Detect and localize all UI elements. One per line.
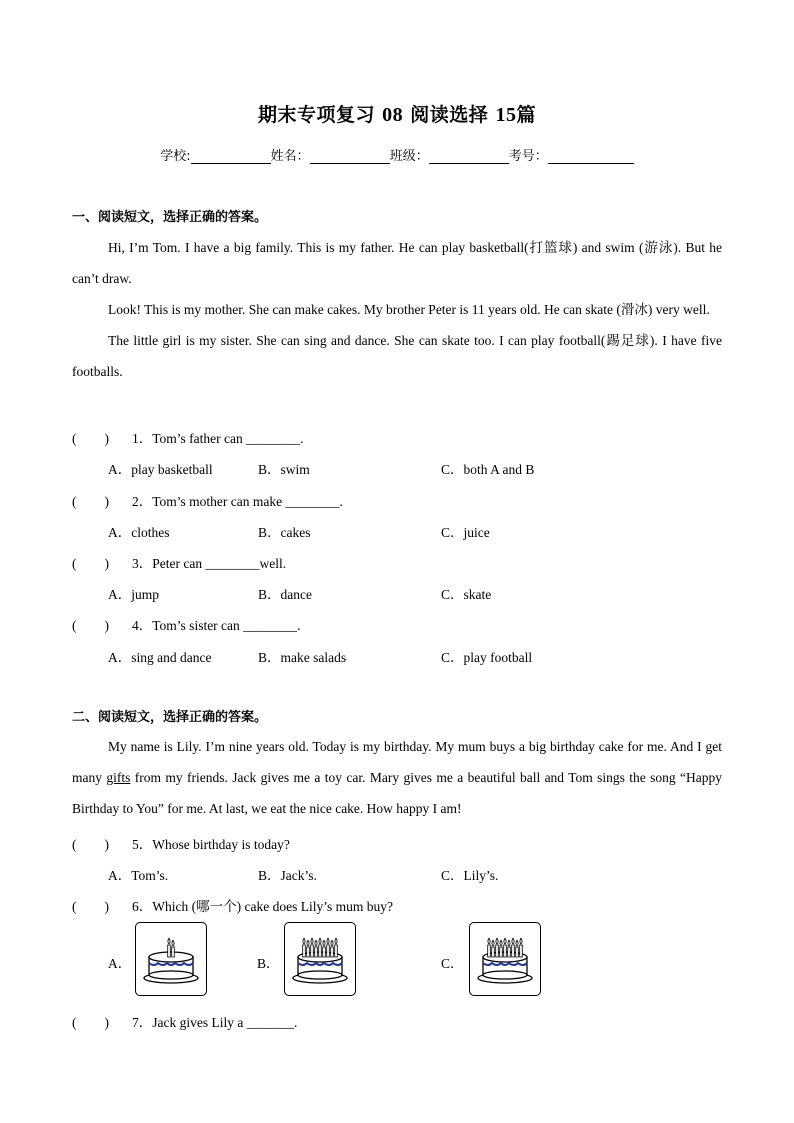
school-label: 学校: <box>160 149 191 164</box>
exam-no-label: 考号： <box>508 149 548 164</box>
question-7: ( ) 7．Jack gives Lily a _______. <box>72 1015 298 1030</box>
name-blank[interactable] <box>310 149 390 164</box>
class-label: 班级： <box>389 149 429 164</box>
page-title: 期末专项复习 08 阅读选择 15篇 <box>258 104 536 126</box>
option-b[interactable]: B．Jack’s. <box>258 868 317 883</box>
question-4: ( ) 4．Tom’s sister can ________. <box>72 618 301 633</box>
passage-paragraph: The little girl is my sister. She can sing and dance. She can skate too. I can play football(踢足球). I have five footballs. <box>72 333 722 379</box>
option-a[interactable]: A．clothes <box>108 525 170 540</box>
option-c[interactable]: C．Lily’s. <box>441 868 499 883</box>
section-2-passage <box>72 731 722 824</box>
question-3: ( ) 3．Peter can ________well. <box>72 556 287 571</box>
option-c[interactable]: C．skate <box>441 587 492 602</box>
option-a[interactable]: A．Tom’s. <box>108 868 169 883</box>
option-b[interactable]: B．cakes <box>258 525 311 540</box>
option-b[interactable]: B．swim <box>258 462 310 477</box>
school-blank[interactable] <box>191 149 271 164</box>
question-5: ( ) 5．Whose birthday is today? <box>72 837 290 852</box>
cake-image-c[interactable] <box>469 922 541 996</box>
question-1: ( ) 1．Tom’s father can ________. <box>72 431 304 446</box>
option-b[interactable]: B． <box>257 956 280 971</box>
cake-c-icon <box>470 923 540 995</box>
option-a[interactable]: A．play basketball <box>108 462 213 477</box>
section-1-heading: 一、阅读短文，选择正确的答案。 <box>72 210 268 225</box>
option-a[interactable]: A． <box>108 956 132 971</box>
question-2: ( ) 2．Tom’s mother can make ________. <box>72 494 343 509</box>
passage-paragraph: My name is Lily. I’m nine years old. Today is my birthday. My mum buys a big birthday cake for me. And I get many gifts from my friends. Jack gives me a toy car. Mary gives me a beautiful ball and Tom sings the song “Happy Birthday to You” for me. At last, we eat the nice cake. How happy I am! <box>72 739 722 816</box>
passage-paragraph: Look! This is my mother. She can make cakes. My brother Peter is 11 years old. He can skate (滑冰) very well. <box>108 302 710 317</box>
underlined-word: gifts <box>106 770 131 785</box>
cake-a-icon <box>136 923 206 995</box>
section-2-heading: 二、阅读短文，选择正确的答案。 <box>72 710 268 725</box>
option-a[interactable]: A．sing and dance <box>108 650 212 665</box>
class-blank[interactable] <box>429 149 509 164</box>
option-a[interactable]: A．jump <box>108 587 160 602</box>
cake-image-b[interactable] <box>284 922 356 996</box>
cake-b-icon <box>285 923 355 995</box>
option-b[interactable]: B．make salads <box>258 650 347 665</box>
passage-paragraph: Hi, I’m Tom. I have a big family. This is my father. He can play basketball(打篮球) and swim (游泳). But he can’t draw. <box>72 240 722 286</box>
exam-no-blank[interactable] <box>548 149 634 164</box>
question-6: ( ) 6．Which (哪一个) cake does Lily’s mum buy? <box>72 899 393 914</box>
option-c[interactable]: C．juice <box>441 525 490 540</box>
section-1-passage <box>72 232 722 387</box>
option-b[interactable]: B．dance <box>258 587 312 602</box>
name-label: 姓名： <box>270 149 310 164</box>
cake-image-a[interactable] <box>135 922 207 996</box>
option-c[interactable]: C．play football <box>441 650 533 665</box>
student-info-line <box>0 145 794 164</box>
option-c[interactable]: C．both A and B <box>441 462 535 477</box>
option-c[interactable]: C． <box>441 956 464 971</box>
